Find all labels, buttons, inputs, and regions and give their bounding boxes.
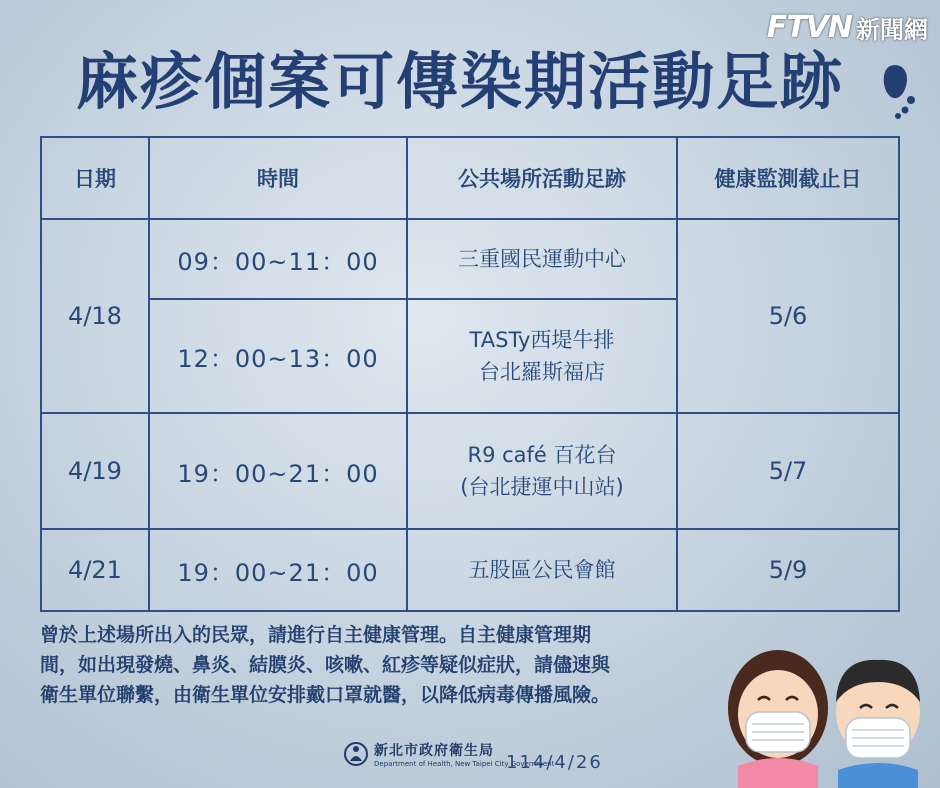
place-line: 台北羅斯福店 <box>479 360 605 384</box>
time-cell: 12：00~13：00 <box>149 299 407 413</box>
place-line: 三重國民運動中心 <box>458 247 626 271</box>
place-line: R9 café 百花台 <box>467 443 617 467</box>
time-cell: 19：00~21：00 <box>149 413 407 529</box>
place-cell <box>407 529 677 611</box>
date-cell: 4/19 <box>41 413 149 529</box>
deadline-cell: 5/7 <box>677 413 899 529</box>
notice-line: 間，如出現發燒、鼻炎、結膜炎、咳嗽、紅疹等疑似症狀，請儘速與 <box>40 654 611 676</box>
footprint-icon <box>876 58 922 122</box>
header-date: 日期 <box>41 137 149 219</box>
activity-table <box>40 136 900 612</box>
date-cell: 4/21 <box>41 529 149 611</box>
place-cell <box>407 413 677 529</box>
header-deadline: 健康監測截止日 <box>677 137 899 219</box>
logo-suffix: 新聞網 <box>856 16 928 44</box>
logo-brand: FTVN <box>766 10 852 45</box>
table-row <box>41 529 899 611</box>
header-place: 公共場所活動足跡 <box>407 137 677 219</box>
agency-name-zh: 新北市政府衛生局 <box>374 743 494 759</box>
place-line: (台北捷運中山站) <box>460 475 624 499</box>
page-title: 麻疹個案可傳染期活動足跡 <box>75 45 844 118</box>
time-cell: 09：00~11：00 <box>149 219 407 299</box>
masked-children-illustration <box>710 638 930 788</box>
place-cell <box>407 299 677 413</box>
issue-date: 114/4/26 <box>506 752 603 773</box>
place-cell <box>407 219 677 299</box>
date-cell: 4/18 <box>41 219 149 413</box>
health-department-emblem-icon <box>344 742 368 766</box>
health-notice <box>40 620 720 710</box>
agency-name-en: Department of Health, New Taipei City Government <box>374 760 555 768</box>
ftvn-logo <box>767 10 928 45</box>
place-line: 五股區公民會館 <box>468 558 616 582</box>
deadline-cell: 5/6 <box>677 219 899 413</box>
deadline-cell: 5/9 <box>677 529 899 611</box>
notice-line: 曾於上述場所出入的民眾，請進行自主健康管理。自主健康管理期 <box>40 624 592 646</box>
time-cell: 19：00~21：00 <box>149 529 407 611</box>
notice-line: 衛生單位聯繫，由衛生單位安排戴口罩就醫，以降低病毒傳播風險。 <box>40 684 611 706</box>
table-row <box>41 413 899 529</box>
header-time: 時間 <box>149 137 407 219</box>
table-header-row <box>41 137 899 219</box>
table-row <box>41 219 899 299</box>
place-line: TASTy西堤牛排 <box>469 328 615 352</box>
